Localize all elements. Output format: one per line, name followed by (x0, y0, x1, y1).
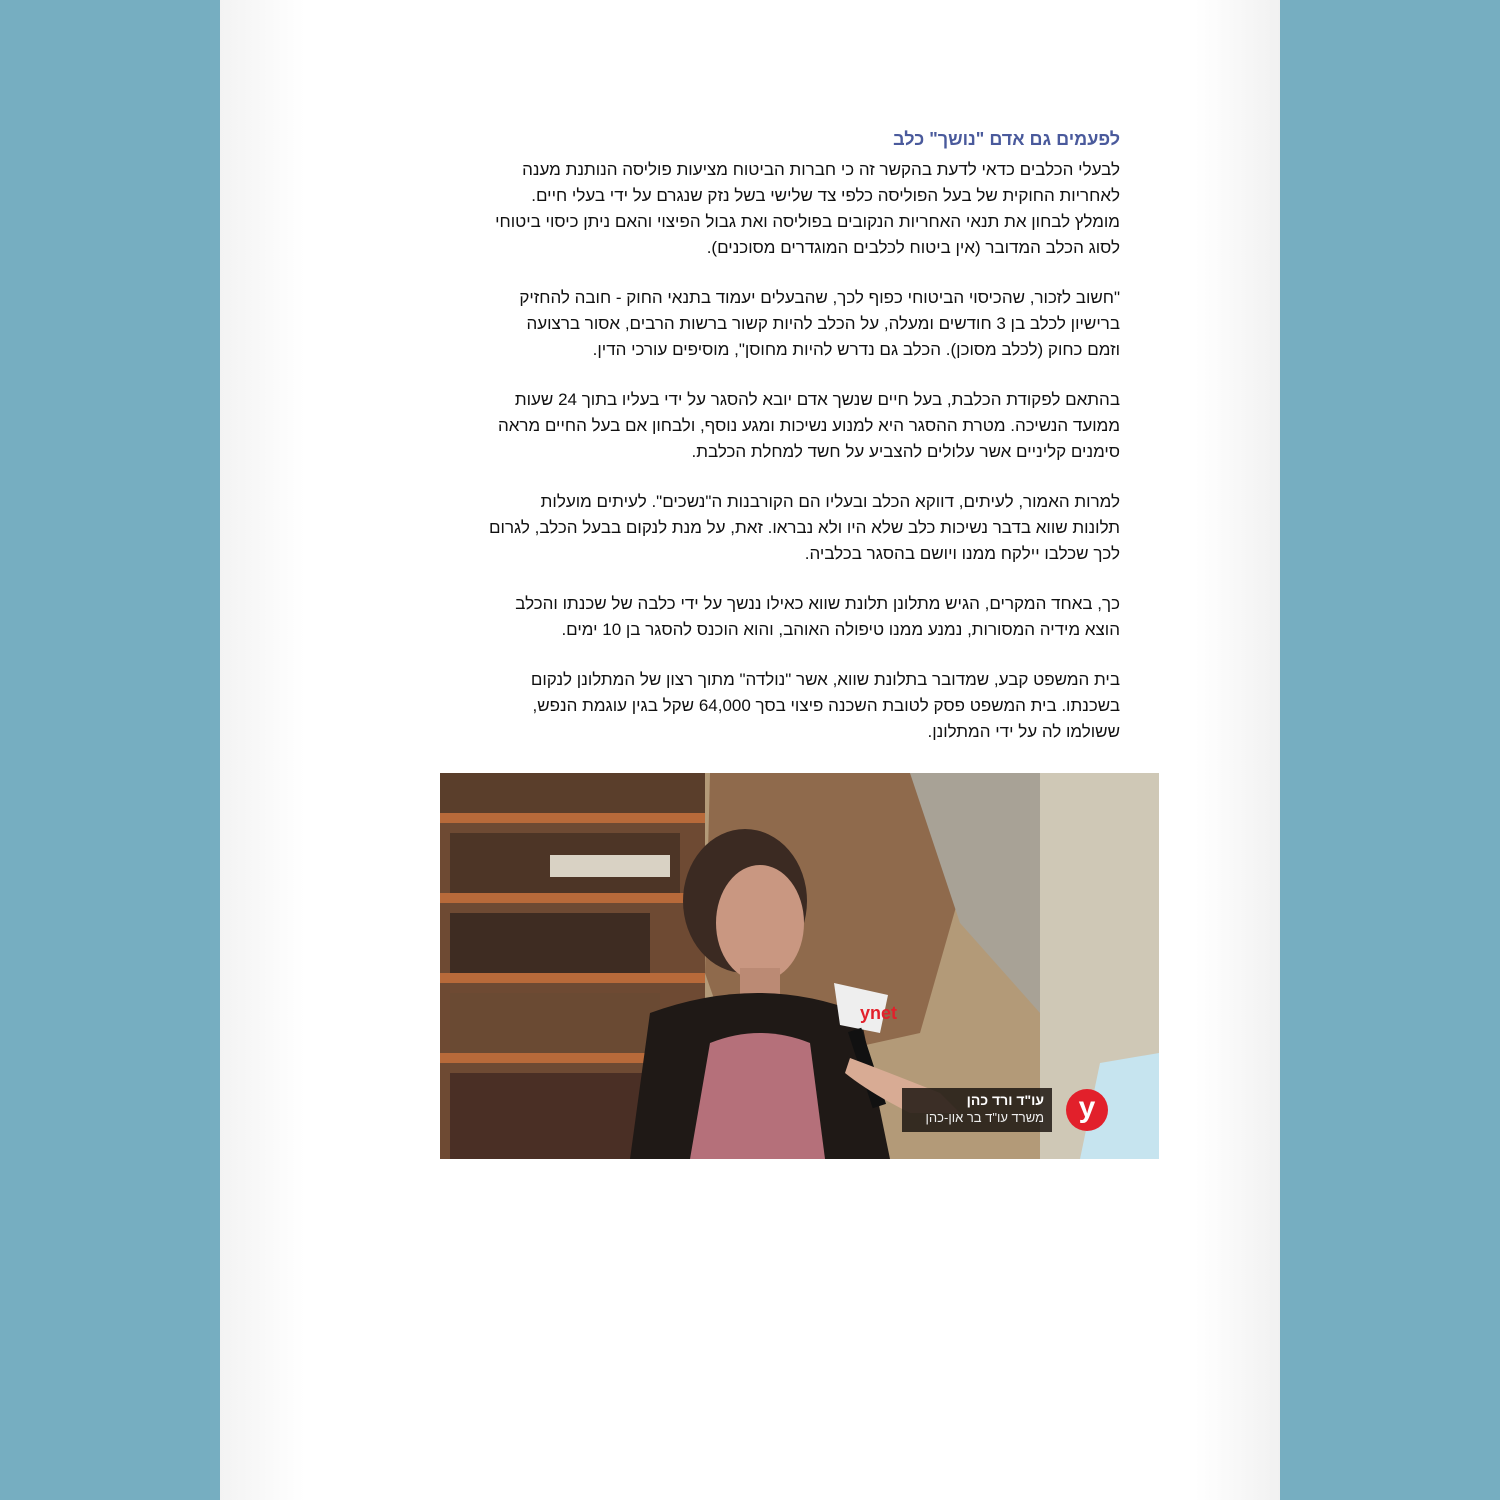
paragraph-insurance: לבעלי הכלבים כדאי לדעת בהקשר זה כי חברות הביטוח מציעות פוליסה הנותנת מענה לאחריות החוקית של בעל הפוליסה כלפי צד שלישי בשל נזק שנגרם על ידי בעלי חיים. מומלץ לבחון את תנאי האחריות הנקובים בפוליסה ואת גבול הפיצוי והאם ניתן כיסוי ביטוחי לסוג הכלב המדובר (אין ביטוח לכלבים המוגדרים מסוכנים). (495, 160, 1120, 257)
paragraph-false-complaints: למרות האמור, לעיתים, דווקא הכלב ובעליו הם הקורבנות ה"נשכים". לעיתים מועלות תלונות שווא בדבר נשיכות כלב שלא היו ולא נבראו. זאת, על מנת לנקום בבעל הכלב, לגרום לכך שכלבו יילקח ממנו ויושם בהסגר בכלביה. (489, 492, 1120, 563)
paragraph-law-conditions: "חשוב לזכור, שהכיסוי הביטוחי כפוף לכך, שהבעלים יעמוד בתנאי החוק - חובה להחזיק ברישיון לכלב בן 3 חודשים ומעלה, על הכלב להיות קשור ברשות הרבים, אסור ברצועה וזמם כחוק (לכלב מסוכן). הכלב גם נדרש להיות מחוסן", מוסיפים עורכי הדין. (519, 288, 1120, 359)
paragraph-court-ruling: בית המשפט קבע, שמדובר בתלונת שווא, אשר "נולדה" מתוך רצון של המתלונן לנקום בשכנתו. בית המשפט פסק לטובת השכנה פיצוי בסך 64,000 שקל בגין עוגמת הנפש, ששולמו לה על ידי המתלונן. (530, 670, 1120, 741)
paragraph-case-example: כך, באחד המקרים, הגיש מתלונן תלונת שווא כאילו ננשך על ידי כלבה של שכנתו והכלב הוצא מידיה המסורות, נמנע ממנו טיפולה האוהב, והוא הוכנס להסגר בן 10 ימים. (515, 594, 1120, 639)
article (365, 126, 1120, 769)
paragraph-rabies-ordinance: בהתאם לפקודת הכלבת, בעל חיים שנשך אדם יובא להסגר על ידי בעליו בתוך 24 שעות ממועד הנשיכה. מטרת ההסגר היא למנוע נשיכות ומגע נוסף, ולבחון אם בעל החיים מראה סימנים קליניים אשר עלולים להצביע על חשד למחלת הכלבת. (497, 390, 1120, 461)
caption-box (902, 1088, 1052, 1132)
caption-firm: משרד עו"ד בר און-כהן (925, 1110, 1044, 1125)
article-headline: לפעמים גם אדם "נושך" כלב (893, 129, 1120, 149)
interview-photo (440, 773, 1159, 1159)
caption-name: עו"ד ורד כהן (966, 1092, 1044, 1108)
ynet-mic-logo: ynet (860, 1003, 898, 1023)
ynet-logo-icon: y (1066, 1089, 1108, 1131)
